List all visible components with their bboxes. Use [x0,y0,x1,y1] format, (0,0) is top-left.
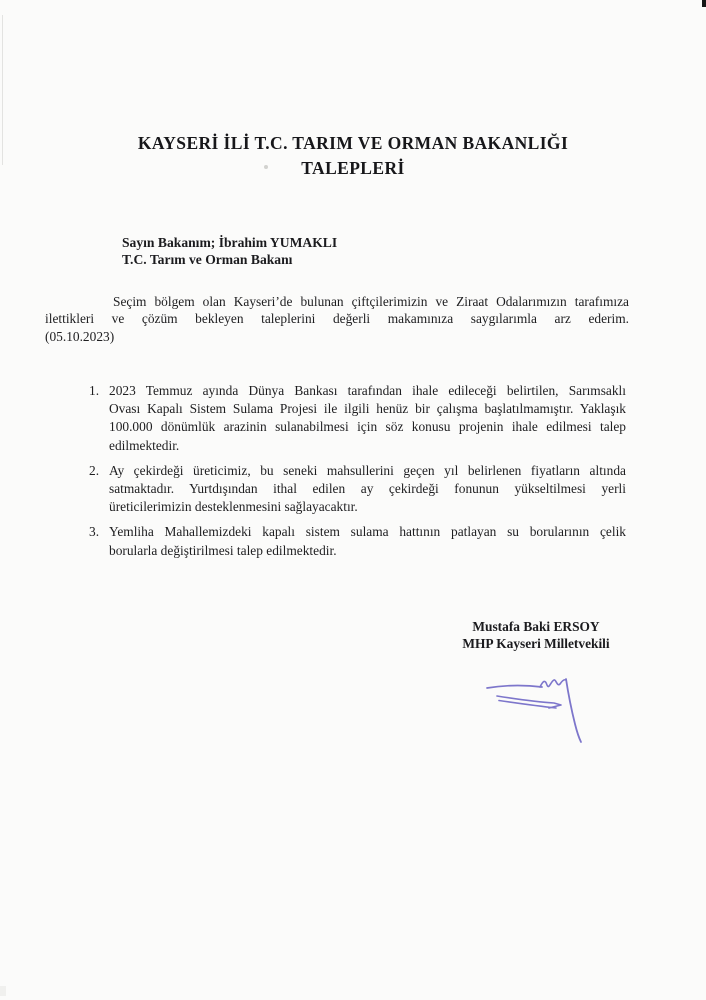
item-line: 100.000 dönümlük arazinin sulanabilmesi için söz konusu projenin ihale edilmesi talep [109,419,626,435]
item-number: 2. [89,462,100,478]
item-line: 2023 Temmuz ayında Dünya Bankası tarafından ihale edileceği belirtilen, Sarımsaklı [109,383,626,398]
intro-date: (05.10.2023) [45,328,115,344]
scan-artifact-corner [702,0,706,7]
salutation-role: T.C. Tarım ve Orman Bakanı [122,252,293,268]
item-line: üreticilerimizin desteklenmesini sağlayacaktır. [109,499,358,515]
item-number: 3. [89,524,100,540]
list-item-1 [89,382,626,455]
scan-artifact-bottom [0,986,6,996]
list-item-3 [89,523,626,559]
document-title-line2: TALEPLERİ [301,157,405,178]
handwritten-signature [470,658,590,753]
document-title-line1: KAYSERİ İLİ T.C. TARIM VE ORMAN BAKANLIĞI [137,133,569,153]
list-item-2 [89,462,626,517]
item-number: 1. [89,383,100,398]
document-title [0,131,706,180]
signatory-name: Mustafa Baki ERSOY [472,619,600,634]
demand-list [89,382,626,567]
item-line: borularla değiştirilmesi talep edilmektedir. [109,542,337,558]
salutation-name: Sayın Bakanım; İbrahim YUMAKLI [122,235,338,250]
item-line: satmaktadır. Yurtdışından ithal edilen ay çekirdeği fonunun yükseltilmesi yerli [109,481,626,497]
intro-paragraph [45,293,629,345]
item-line: Ovası Kapalı Sistem Sulama Projesi ile ilgili henüz bir çalışma başlatılmamıştır. Yaklaşık [109,401,626,417]
intro-line: ilettikleri ve çözüm bekleyen taleplerini değerli makamınıza saygılarımla arz ederim. [45,311,629,327]
item-line: Ay çekirdeği üreticimiz, bu seneki mahsullerini geçen yıl belirlenen fiyatların altında [109,462,626,478]
intro-line: Seçim bölgem olan Kayseri’de bulunan çiftçilerimizin ve Ziraat Odalarımızın tarafımıza [113,294,629,309]
item-line: Yemliha Mahallemizdeki kapalı sistem sulama hattının patlayan su borularının çelik [109,524,626,540]
salutation-block [122,234,337,269]
item-line: edilmektedir. [109,437,180,453]
signatory-title: MHP Kayseri Milletvekili [462,635,610,651]
signature-block [430,619,642,653]
